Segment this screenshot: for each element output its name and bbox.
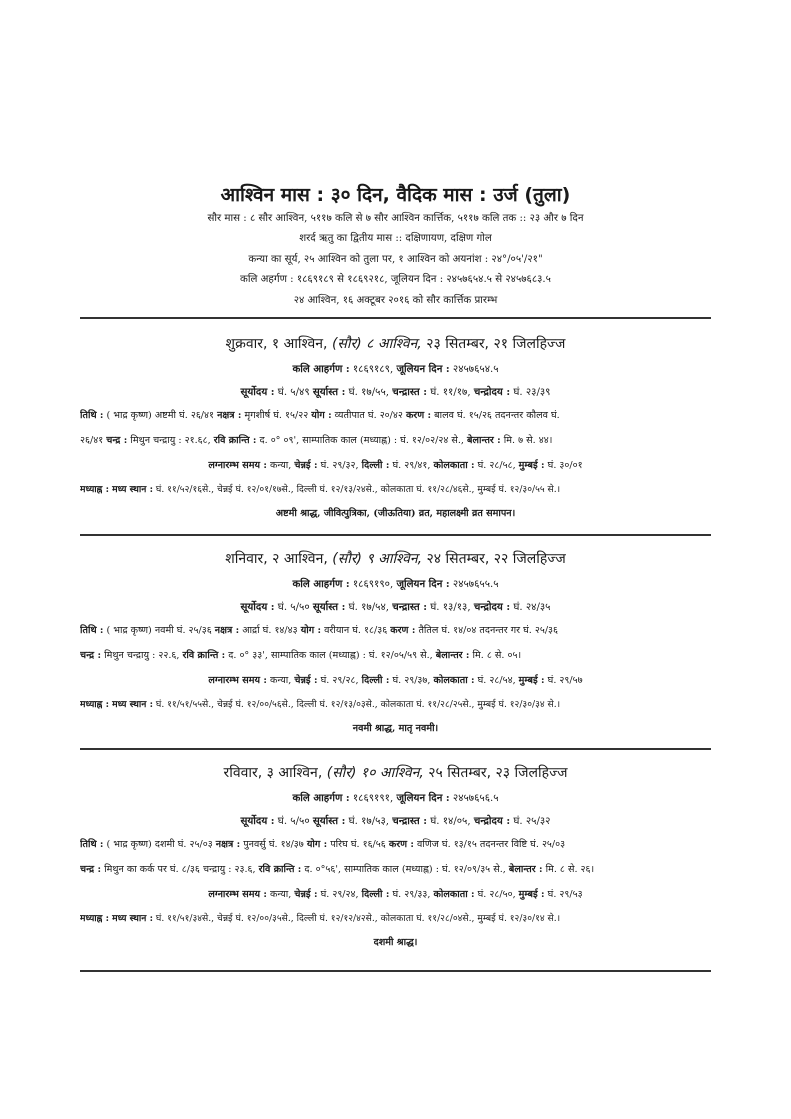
- divider: [80, 317, 711, 319]
- solar-date: (सौर) ८ आश्विन,: [331, 336, 422, 352]
- weekday-date: रविवार, ३ आश्विन,: [223, 765, 327, 781]
- field-value: घं. ११/५२/१६से., चेन्नई घं. १२/०१/१७से., दिल्ली घं. १२/१३/२४से., कोलकाता घं. ११/२८/४६से., मुम्बई घं. १२/३०/५५ से.।: [152, 484, 561, 495]
- field-value: तैतिल घं. १४/०४ तदनन्तर गर घं. २५/३६: [415, 625, 559, 636]
- field-value: घं. १७/५५,: [345, 387, 393, 398]
- field-value: २४५७६५४.५: [449, 364, 499, 375]
- field-value: मृगशीर्ष घं. १५/२२: [241, 410, 312, 421]
- field-value: घं. २९/४१,: [389, 460, 434, 471]
- field-value: ( भाद्र कृष्ण) दशमी घं. २५/०३: [103, 839, 216, 850]
- field-label: चन्द्र :: [106, 435, 128, 446]
- field-label: कोलकाता :: [433, 675, 475, 686]
- field-label: कोलकाता :: [433, 889, 475, 900]
- field-value: पुनवर्सु घं. १४/३७: [240, 839, 307, 850]
- field-label: जूलियन दिन :: [396, 792, 450, 804]
- kali-julian-line: [72, 576, 719, 593]
- chandra-line: [80, 433, 720, 449]
- field-label: दिल्ली :: [361, 889, 390, 900]
- field-value: ( भाद्र कृष्ण) नवमी घं. २५/३६: [103, 625, 215, 636]
- field-value: परिघ घं. १६/५६: [327, 839, 389, 850]
- field-label: मुम्बई :: [518, 675, 545, 686]
- field-value: आर्द्रा घं. १४/४३: [239, 625, 301, 636]
- field-value: घं. ३०/०१: [544, 460, 583, 471]
- field-label: सूर्यास्त :: [312, 815, 346, 827]
- field-label: दिल्ली :: [361, 460, 390, 471]
- festival-line: [72, 506, 719, 522]
- season-line: शरर्द ऋतु का द्वितीय मास :: दक्षिणायण, दक्षिण गोल: [299, 233, 492, 244]
- field-label: रवि क्रान्ति :: [182, 650, 226, 661]
- field-label: लग्नारम्भ समय :: [208, 460, 267, 471]
- field-label: चन्द्रास्त :: [392, 386, 427, 398]
- day-heading: [72, 763, 719, 783]
- field-value: घं. २४/३५: [510, 602, 551, 613]
- festival-text: दशमी श्राद्ध।: [373, 937, 418, 948]
- field-label: चन्द्र :: [80, 650, 102, 661]
- field-value: घं. २९/३२,: [317, 460, 362, 471]
- field-label: चन्द्रोदय :: [473, 815, 511, 827]
- field-value: कन्या,: [266, 460, 295, 471]
- sun-moon-line: [72, 599, 719, 616]
- field-label: चेन्नई :: [294, 889, 318, 900]
- field-value: घं. २९/५३: [544, 889, 583, 900]
- ahargana-range-line: कलि अहर्गण : १८६९१८९ से १८६९२१८, जूलियन दिन : २४५७६५४.५ से २४५७६८३.५: [240, 274, 551, 285]
- field-label: सूर्योदय :: [240, 815, 275, 827]
- tithi-line: [80, 408, 720, 424]
- field-value: व्यतीपात घं. २०/४२: [331, 410, 406, 421]
- field-value: वरीयान घं. १८/३६: [321, 625, 391, 636]
- field-label: रवि क्रान्ति :: [258, 864, 302, 875]
- solar-month-line: सौर मास : ८ सौर आश्विन, ५११७ कलि से ७ सौर आश्विन कार्त्तिक, ५११७ कलि तक :: २३ और ७ दिन: [207, 213, 584, 224]
- field-label: तिथि :: [80, 625, 104, 636]
- field-value: घं. २९/२४,: [317, 889, 362, 900]
- solar-date: (सौर) ९ आश्विन,: [332, 551, 423, 567]
- kali-julian-line: [72, 790, 719, 807]
- field-label: नक्षत्र :: [217, 410, 242, 421]
- field-value: ( भाद्र कृष्ण) अष्टमी घं. २६/४१: [103, 410, 218, 421]
- gregorian-hijri-date: २४ सितम्बर, २२ जिलहिज्ज: [422, 551, 566, 567]
- field-value: घं. ११/५१/५५से., चेन्नई घं. १२/००/५६से., दिल्ली घं. १२/१३/०३से., कोलकाता घं. ११/२८/२५से., मुम्बई घं. १२/३०/३४ से.।: [152, 699, 561, 710]
- field-label: बेलान्तर :: [467, 435, 501, 446]
- field-label: जूलियन दिन :: [396, 578, 450, 590]
- ayanamsha-line: कन्या का सूर्य, २५ आश्विन को तुला पर, १ आश्विन को अयनांश : २४°/०५'/२१": [248, 254, 543, 265]
- field-value: २४५७६५५.५: [449, 579, 499, 590]
- field-value: द. ०° ३३', साम्पातिक काल (मध्याह्न) : घं. १२/०५/५९ से.,: [225, 650, 436, 661]
- field-label: चन्द्रास्त :: [392, 601, 427, 613]
- field-value: २६/४१: [80, 435, 107, 446]
- festival-line: [72, 721, 719, 737]
- solar-date: (सौर) १० आश्विन,: [326, 765, 424, 781]
- divider: [80, 970, 711, 972]
- weekday-date: शनिवार, २ आश्विन,: [225, 551, 333, 567]
- kartik-start-line: २४ आश्विन, १६ अक्टूबर २०१६ को सौर कार्त्तिक प्रारम्भ: [293, 295, 498, 306]
- field-label: कलि आहर्गण :: [292, 578, 350, 590]
- field-value: कन्या,: [266, 889, 295, 900]
- field-label: कोलकाता :: [433, 460, 475, 471]
- festival-text: नवमी श्राद्ध, मातृ नवमी।: [352, 723, 439, 734]
- field-value: घं. १४/०५,: [426, 816, 474, 827]
- sun-moon-line: [72, 384, 719, 401]
- chandra-line: [80, 862, 720, 878]
- lagna-line: [72, 673, 719, 689]
- field-label: सूर्यास्त :: [312, 601, 346, 613]
- field-value: मि. ८ से. ०५।: [469, 650, 522, 661]
- sun-moon-line: [72, 813, 719, 830]
- field-label: चन्द्रोदय :: [473, 386, 511, 398]
- lagna-line: [72, 458, 719, 474]
- field-value: घं. २५/३२: [510, 816, 551, 827]
- field-label: करण :: [390, 625, 416, 636]
- field-label: चन्द्र :: [80, 864, 102, 875]
- field-value: १८६९१९१,: [349, 793, 397, 804]
- field-value: घं. ११/१७,: [426, 387, 474, 398]
- field-label: तिथि :: [80, 839, 104, 850]
- field-value: घं. २९/३३,: [389, 889, 434, 900]
- field-label: योग :: [306, 839, 328, 850]
- month-title: आश्विन मास : ३० दिन, वैदिक मास : उर्ज (तुला): [220, 184, 571, 206]
- field-value: मि. ७ से. ४४।: [500, 435, 553, 446]
- field-value: घं. २८/५८,: [474, 460, 519, 471]
- divider: [80, 748, 711, 750]
- field-value: १८६९१९०,: [349, 579, 397, 590]
- field-value: घं. ५/५०: [274, 602, 313, 613]
- kali-julian-line: [72, 361, 719, 378]
- field-label: कलि आहर्गण :: [292, 792, 350, 804]
- field-value: कन्या,: [266, 675, 295, 686]
- field-label: लग्नारम्भ समय :: [208, 889, 267, 900]
- field-value: घं. ५/४९: [274, 387, 313, 398]
- madhyahna-line: [80, 697, 720, 713]
- field-value: मिथुन चन्द्रायु : २२.६,: [101, 650, 183, 661]
- field-label: रवि क्रान्ति :: [213, 435, 257, 446]
- field-label: चन्द्रोदय :: [473, 601, 511, 613]
- lagna-line: [72, 887, 719, 903]
- weekday-date: शुक्रवार, १ आश्विन,: [225, 336, 332, 352]
- field-value: द. ०°५६', साम्पातिक काल (मध्याह्न) : घं. १२/०९/३५ से.,: [301, 864, 509, 875]
- field-value: घं. १७/५४,: [345, 602, 393, 613]
- field-label: लग्नारम्भ समय :: [208, 675, 267, 686]
- madhyahna-line: [80, 911, 720, 927]
- day-heading: [72, 334, 719, 354]
- field-label: जूलियन दिन :: [396, 363, 450, 375]
- field-label: योग :: [311, 410, 332, 421]
- field-label: चन्द्रास्त :: [392, 815, 427, 827]
- field-value: घं. २९/३७,: [389, 675, 434, 686]
- festival-text: अष्टमी श्राद्ध, जीवित्पुत्रिका, (जीऊतिया) व्रत, महालक्ष्मी व्रत समापन।: [275, 508, 516, 519]
- field-value: घं. ११/५१/३४से., चेन्नई घं. १२/००/३५से., दिल्ली घं. १२/१२/४२से., कोलकाता घं. ११/२८/०४से., मुम्बई घं. १२/३०/१४ से.।: [152, 913, 561, 924]
- field-label: मुम्बई :: [518, 889, 545, 900]
- field-label: नक्षत्र :: [214, 625, 240, 636]
- gregorian-hijri-date: २३ सितम्बर, २१ जिलहिज्ज: [421, 336, 566, 352]
- field-value: मिथुन चन्द्रायु : २१.६८,: [127, 435, 214, 446]
- gregorian-hijri-date: २५ सितम्बर, २३ जिलहिज्ज: [423, 765, 568, 781]
- field-value: घं. २८/५४,: [474, 675, 519, 686]
- field-label: बेलान्तर :: [508, 864, 543, 875]
- field-label: मध्याह्न : मध्य स्थान :: [80, 913, 153, 924]
- field-label: सूर्यास्त :: [312, 386, 346, 398]
- field-label: मुम्बई :: [518, 460, 545, 471]
- field-value: १८६९१८९,: [349, 364, 397, 375]
- field-value: २४५७६५६.५: [449, 793, 499, 804]
- field-value: द. ०° ०९', साम्पातिक काल (मध्याह्न) : घं. १२/०२/२४ से.,: [256, 435, 468, 446]
- field-value: घं. २८/५०,: [474, 889, 519, 900]
- field-label: सूर्योदय :: [240, 386, 275, 398]
- field-value: घं. १७/५३,: [345, 816, 393, 827]
- field-label: करण :: [405, 410, 432, 421]
- field-value: वणिज घं. १३/१५ तदनन्तर विष्टि घं. २५/०३: [413, 839, 566, 850]
- field-value: घं. २९/५७: [544, 675, 583, 686]
- field-label: बेलान्तर :: [435, 650, 470, 661]
- field-label: कलि आहर्गण :: [292, 363, 350, 375]
- field-label: मध्याह्न : मध्य स्थान :: [80, 484, 153, 495]
- field-value: मिथुन का कर्क पर घं. ८/३६ चन्द्रायु : २३.६,: [101, 864, 259, 875]
- divider: [80, 534, 711, 536]
- field-label: सूर्योदय :: [240, 601, 275, 613]
- field-label: योग :: [300, 625, 322, 636]
- field-label: करण :: [388, 839, 414, 850]
- field-value: घं. ५/५०: [274, 816, 313, 827]
- field-label: मध्याह्न : मध्य स्थान :: [80, 699, 153, 710]
- field-value: घं. २३/३९: [510, 387, 551, 398]
- day-heading: [72, 549, 719, 569]
- field-label: चेन्नई :: [294, 460, 318, 471]
- field-value: घं. २९/२८,: [317, 675, 362, 686]
- festival-line: [72, 935, 719, 951]
- field-label: नक्षत्र :: [215, 839, 241, 850]
- field-label: चेन्नई :: [294, 675, 318, 686]
- chandra-line: [80, 648, 720, 664]
- field-value: मि. ८ से. २६।: [542, 864, 595, 875]
- tithi-line: [80, 623, 720, 639]
- madhyahna-line: [80, 482, 720, 498]
- field-value: बालव घं. १५/२६ तदनन्तर कौलव घं.: [431, 410, 560, 421]
- field-value: घं. १३/१३,: [426, 602, 474, 613]
- tithi-line: [80, 837, 720, 853]
- field-label: दिल्ली :: [361, 675, 390, 686]
- field-label: तिथि :: [80, 410, 104, 421]
